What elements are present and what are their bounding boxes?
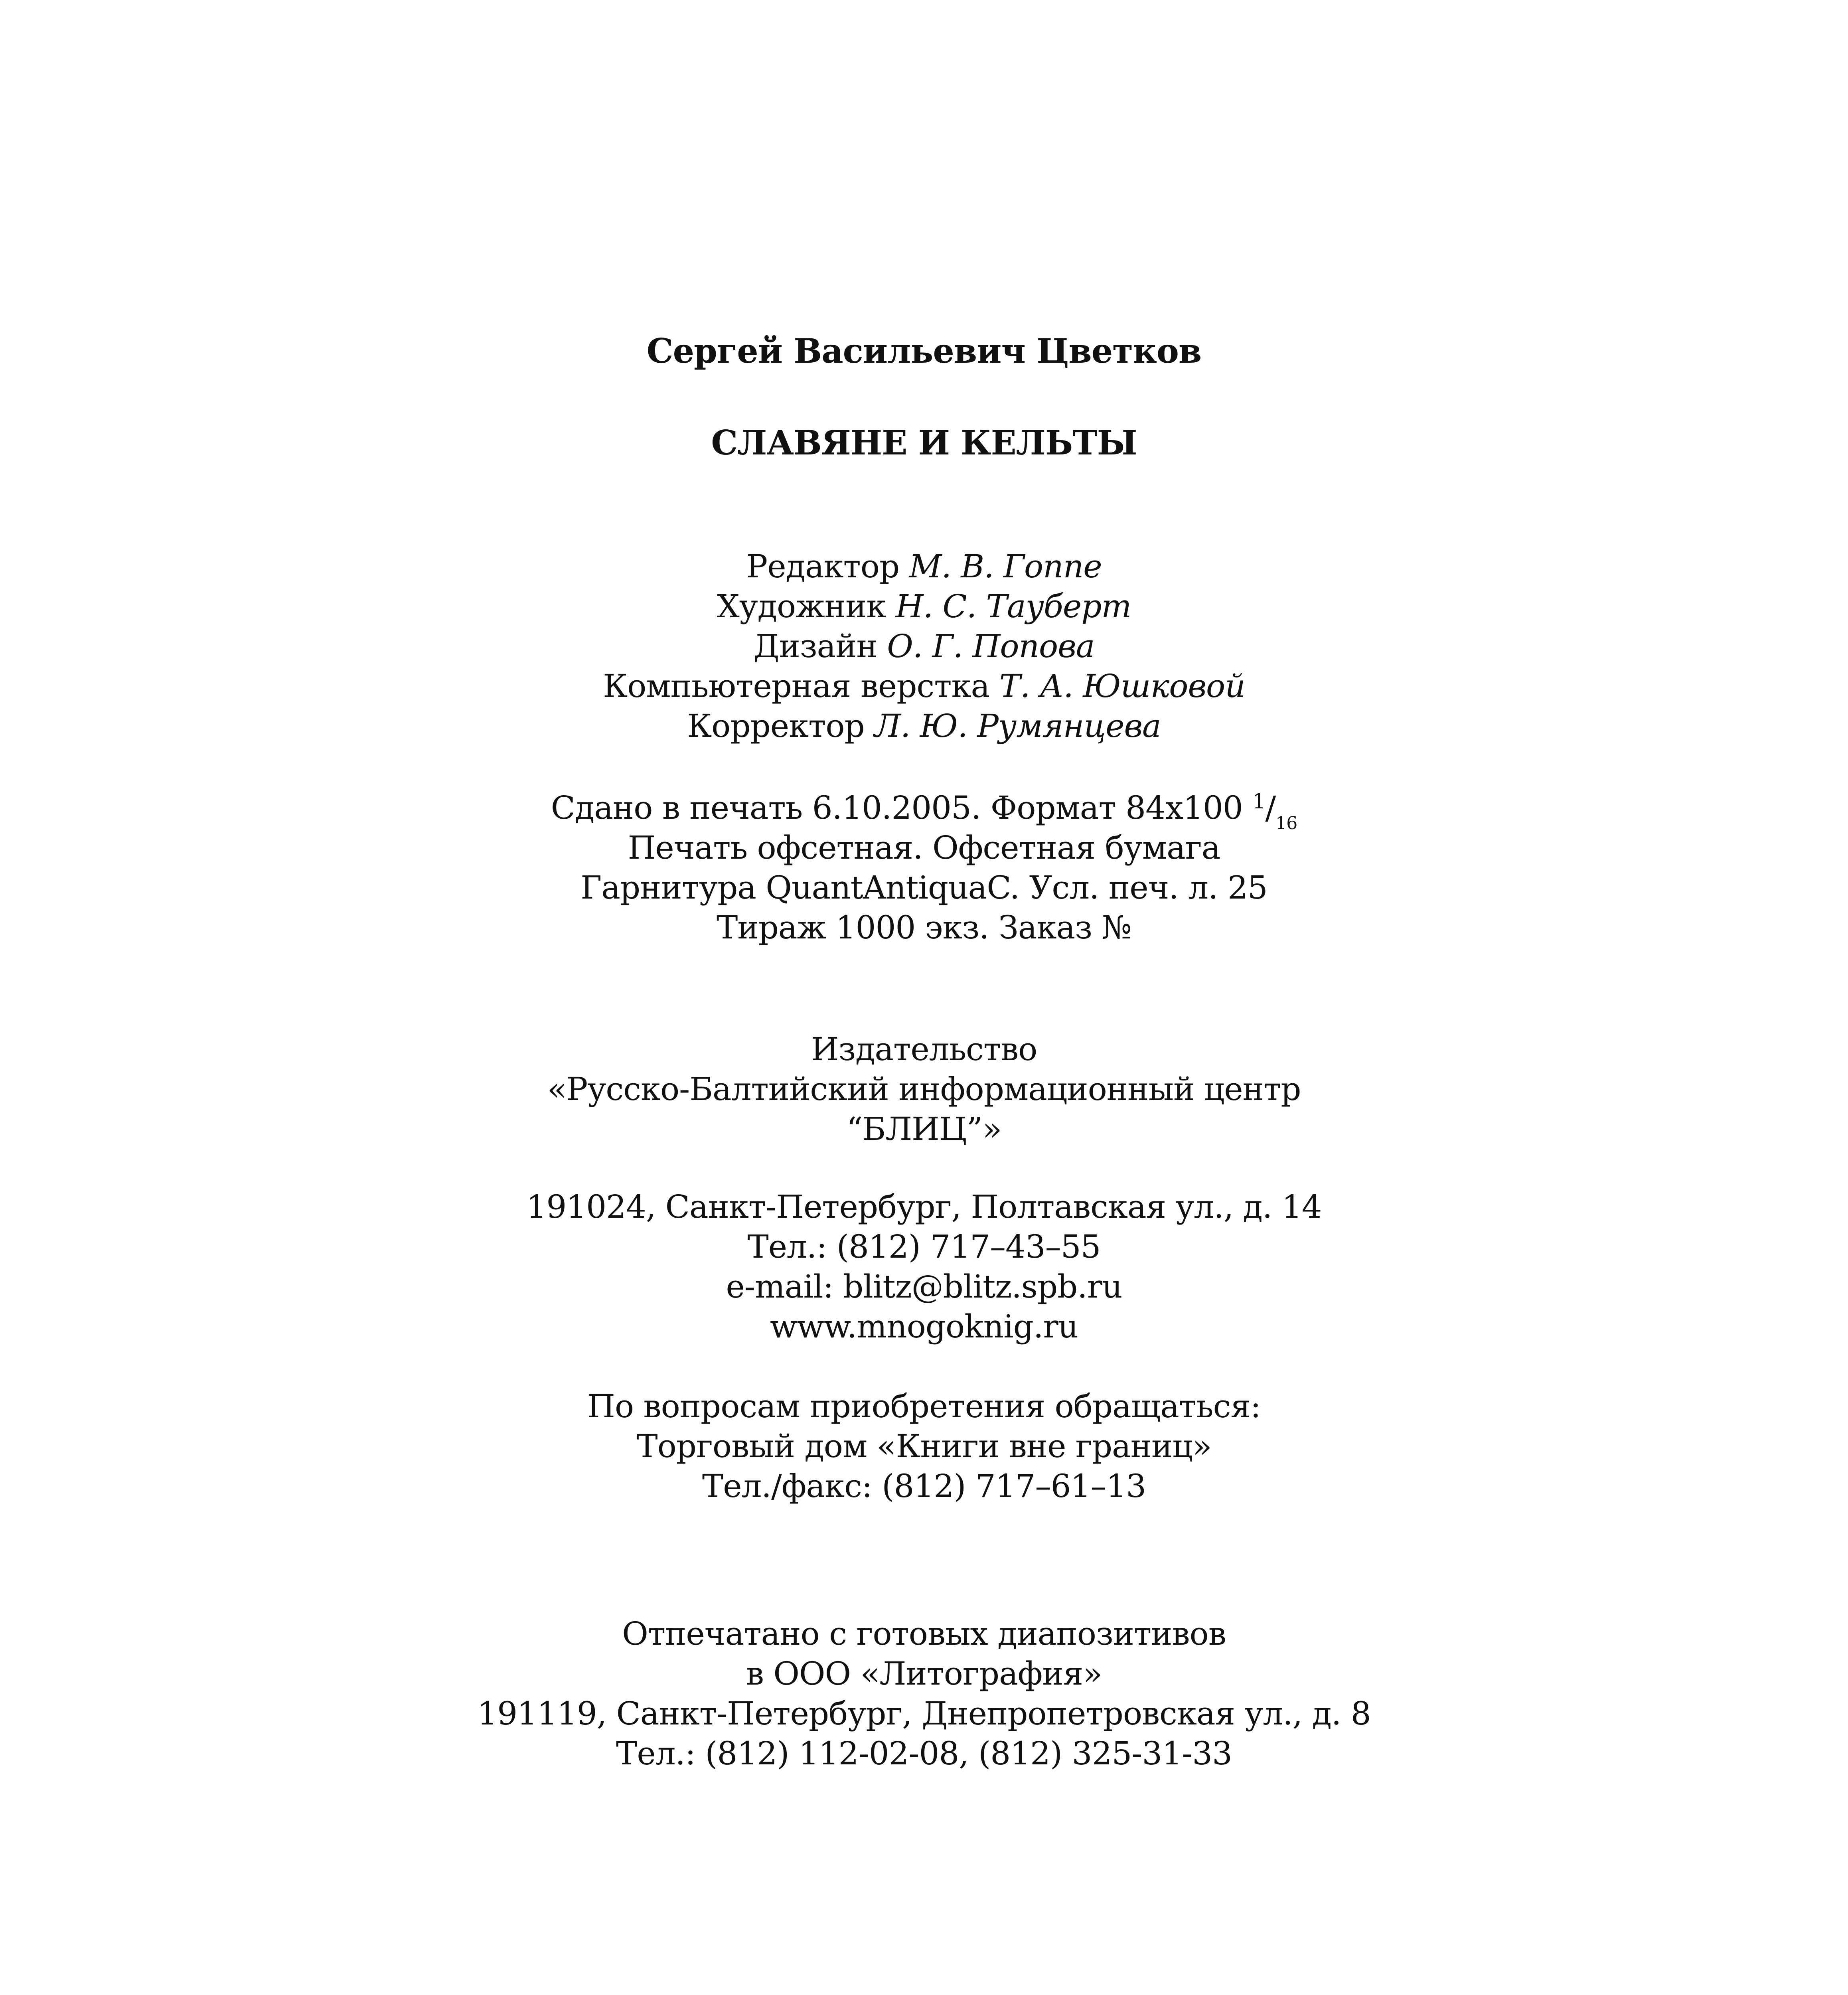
format-numerator: 1	[1252, 790, 1266, 814]
sales-line2: Торговый дом «Книги вне границ»	[636, 1428, 1212, 1465]
credit-design	[0, 626, 1848, 666]
book-title: СЛАВЯНЕ И КЕЛЬТЫ	[711, 423, 1137, 462]
credit-role: Корректор	[687, 707, 865, 745]
circulation-line: Тираж 1000 экз. Заказ №	[717, 909, 1131, 946]
credit-editor	[0, 547, 1848, 587]
format-denominator: 16	[1275, 813, 1297, 834]
publisher-name-line1: «Русско-Балтийский информационный центр	[547, 1071, 1301, 1108]
printer-line2: в ООО «Литография»	[746, 1655, 1102, 1692]
credit-proofreader	[0, 706, 1848, 746]
credit-artist	[0, 587, 1848, 626]
publisher-email: e-mail: blitz@blitz.spb.ru	[726, 1268, 1122, 1305]
credit-role: Компьютерная верстка	[603, 668, 990, 705]
typeface-line: Гарнитура QuantAntiquaC. Усл. печ. л. 25	[580, 869, 1268, 906]
credit-person: Н. С. Тауберт	[895, 588, 1131, 625]
print-format-line	[0, 788, 1848, 834]
print-method-line: Печать офсетная. Офсетная бумага	[628, 829, 1220, 866]
credit-role: Редактор	[746, 548, 900, 585]
publisher-phone: Тел.: (812) 717–43–55	[747, 1228, 1101, 1265]
credit-layout	[0, 666, 1848, 706]
credit-person: Т. А. Юшковой	[999, 668, 1245, 705]
author-name: Сергей Васильевич Цветков	[646, 331, 1202, 371]
publisher-label: Издательство	[811, 1031, 1037, 1068]
printer-address: 191119, Санкт-Петербург, Днепропетровская ул., д. 8	[477, 1695, 1371, 1732]
credit-role: Художник	[717, 588, 886, 625]
print-date-format: Сдано в печать 6.10.2005. Формат 84x100	[551, 789, 1243, 826]
credit-person: О. Г. Попова	[887, 628, 1095, 665]
publisher-address: 191024, Санкт-Петербург, Полтавская ул., д. 14	[526, 1188, 1322, 1225]
credit-role: Дизайн	[753, 628, 877, 665]
credit-person: М. В. Гоппе	[909, 548, 1102, 585]
sales-phone: Тел./факс: (812) 717–61–13	[702, 1468, 1146, 1505]
publisher-name-line2: “БЛИЦ”»	[846, 1110, 1002, 1148]
publisher-website: www.mnogoknig.ru	[770, 1308, 1078, 1345]
sales-line1: По вопросам приобретения обращаться:	[587, 1388, 1261, 1425]
printer-phone: Тел.: (812) 112-02-08, (812) 325-31-33	[616, 1735, 1232, 1772]
credit-person: Л. Ю. Румянцева	[874, 707, 1161, 745]
format-slash: /	[1265, 789, 1276, 826]
printer-line1: Отпечатано с готовых диапозитивов	[622, 1615, 1226, 1652]
